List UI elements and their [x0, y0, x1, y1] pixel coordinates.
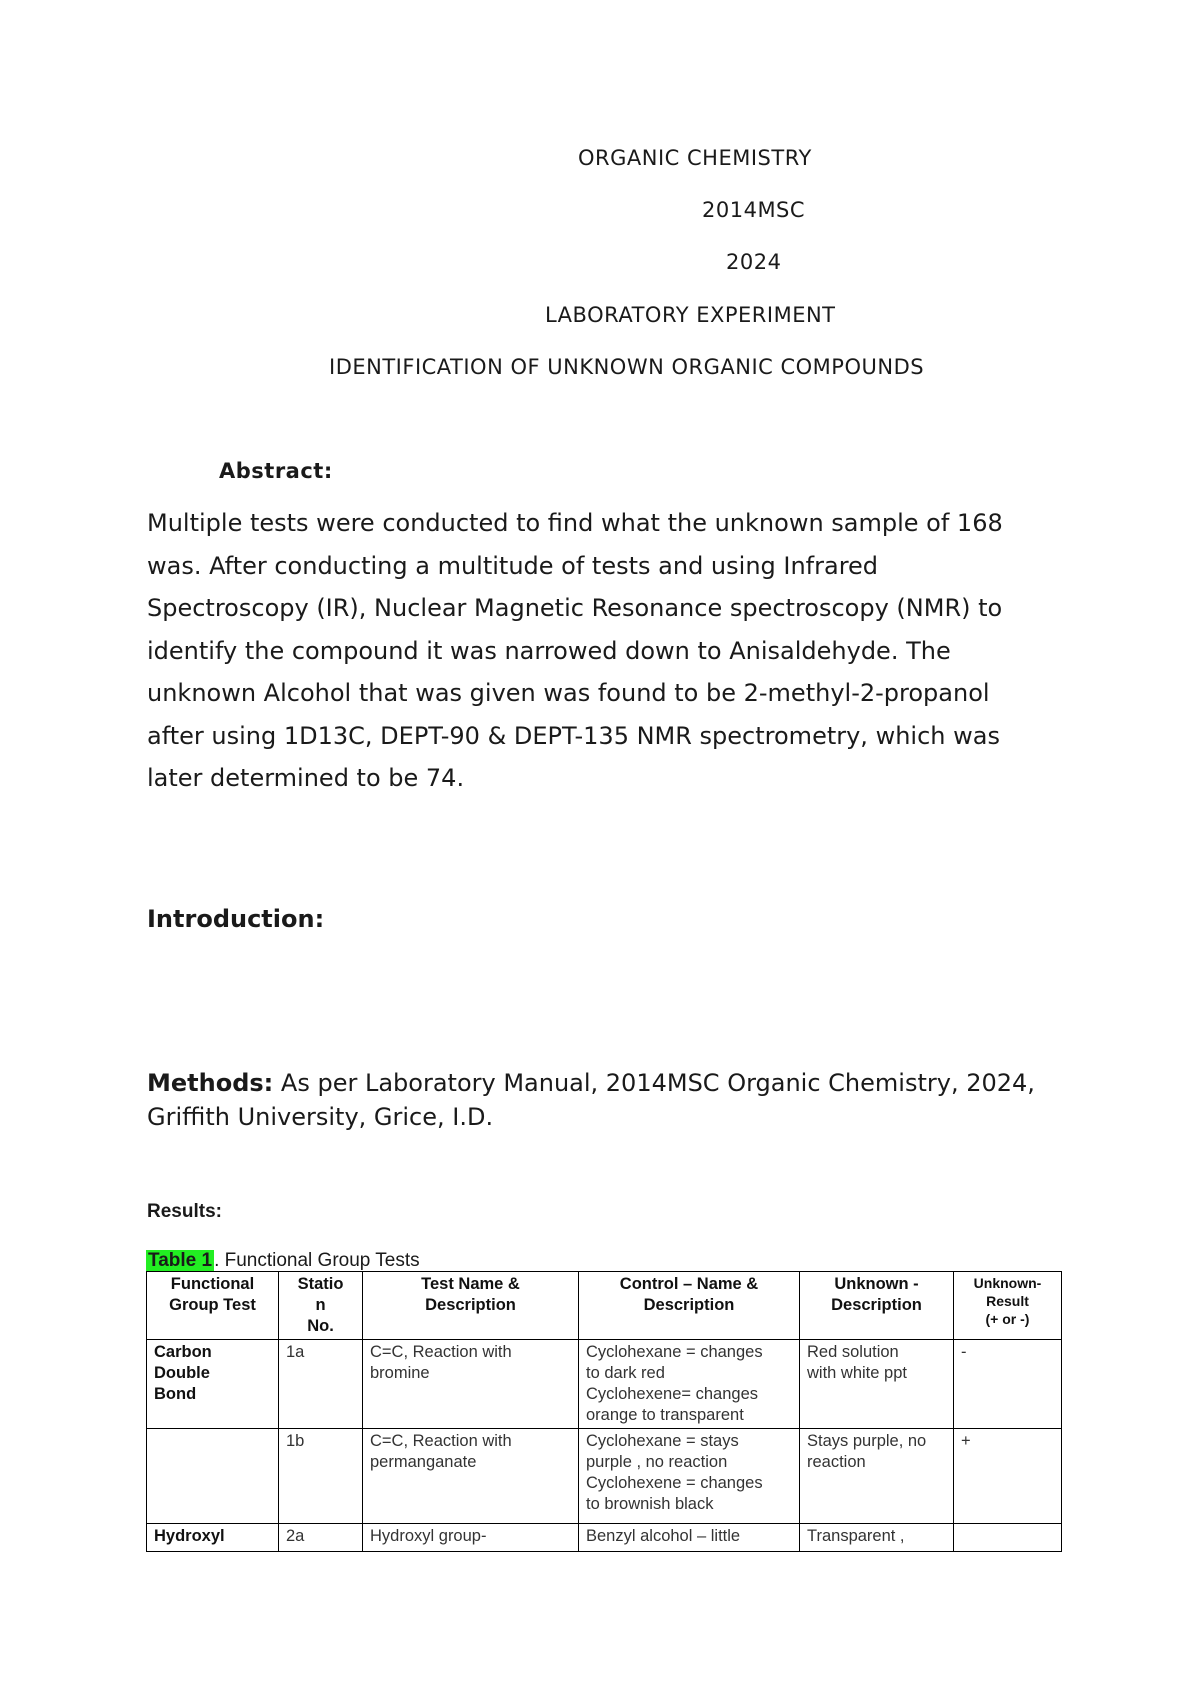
table-caption-tag: Table 1 [148, 1250, 213, 1271]
methods-text: As per Laboratory Manual, 2014MSC Organic Chemistry, 2024, Griffith University, Grice, I.D. [147, 1069, 1035, 1131]
header-station-no: Statio n No. [279, 1272, 363, 1340]
header-unknown-result: Unknown- Result (+ or -) [954, 1272, 1062, 1340]
cell-result: - [954, 1340, 1062, 1429]
course-title: ORGANIC CHEMISTRY [578, 146, 812, 170]
cell-group: Hydroxyl [147, 1524, 279, 1552]
abstract-line: Spectroscopy (IR), Nuclear Magnetic Resonance spectroscopy (NMR) to [147, 594, 1003, 622]
cell-unknown: Red solution with white ppt [800, 1340, 954, 1429]
abstract-line: later determined to be 74. [147, 764, 465, 792]
cell-test: Hydroxyl group- [363, 1524, 579, 1552]
results-heading: Results: [147, 1201, 222, 1222]
table-row [147, 1524, 1062, 1552]
abstract-heading: Abstract: [219, 459, 333, 483]
abstract-line: identify the compound it was narrowed down to Anisaldehyde. The [147, 636, 951, 665]
table-caption-text: . Functional Group Tests [214, 1250, 420, 1271]
course-year: 2024 [726, 250, 782, 274]
abstract-line: after using 1D13C, DEPT-90 & DEPT-135 NMR spectrometry, which was [147, 721, 1000, 750]
cell-group [147, 1429, 279, 1524]
table-header-row [147, 1272, 1062, 1340]
cell-control: Cyclohexane = stays purple , no reaction Cyclohexene = changes to brownish black [579, 1429, 800, 1524]
header-test-name: Test Name & Description [363, 1272, 579, 1340]
experiment-title: IDENTIFICATION OF UNKNOWN ORGANIC COMPOUNDS [329, 355, 925, 379]
methods-heading: Methods: [147, 1069, 274, 1097]
header-functional-group: Functional Group Test [147, 1272, 279, 1340]
cell-group: Carbon Double Bond [147, 1340, 279, 1429]
cell-test: C=C, Reaction with permanganate [363, 1429, 579, 1524]
header-unknown-description: Unknown - Description [800, 1272, 954, 1340]
cell-station: 1a [279, 1340, 363, 1429]
header-control: Control – Name & Description [579, 1272, 800, 1340]
abstract-paragraph [147, 502, 1047, 800]
methods-paragraph [147, 1066, 1087, 1134]
abstract-line: unknown Alcohol that was given was found to be 2-methyl-2-propanol [147, 679, 990, 707]
course-code: 2014MSC [702, 198, 806, 222]
cell-result [954, 1524, 1062, 1552]
cell-station: 1b [279, 1429, 363, 1524]
cell-control: Cyclohexane = changes to dark red Cyclohexene= changes orange to transparent [579, 1340, 800, 1429]
introduction-heading: Introduction: [147, 905, 325, 933]
table-row [147, 1340, 1062, 1429]
table-row [147, 1429, 1062, 1524]
abstract-line: Multiple tests were conducted to find what the unknown sample of 168 [147, 509, 1003, 537]
cell-control: Benzyl alcohol – little [579, 1524, 800, 1552]
abstract-line: was. After conducting a multitude of tests and using Infrared [147, 551, 879, 580]
table-caption [146, 1250, 420, 1272]
cell-unknown: Stays purple, no reaction [800, 1429, 954, 1524]
cell-unknown: Transparent , [800, 1524, 954, 1552]
cell-result: + [954, 1429, 1062, 1524]
functional-group-table [146, 1271, 1062, 1552]
experiment-type: LABORATORY EXPERIMENT [545, 303, 836, 327]
cell-station: 2a [279, 1524, 363, 1552]
cell-test: C=C, Reaction with bromine [363, 1340, 579, 1429]
